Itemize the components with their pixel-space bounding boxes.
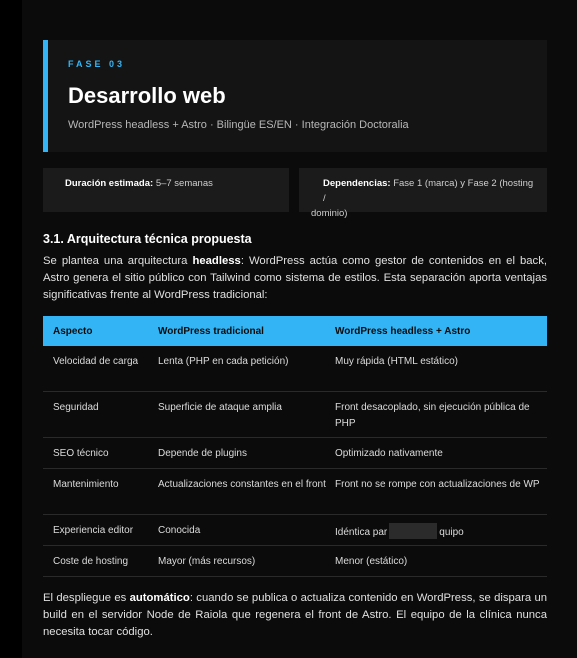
table-cell: Mayor (más recursos) — [158, 556, 256, 567]
phase-eyebrow: FASE 03 — [68, 59, 126, 69]
redaction-block — [389, 523, 437, 539]
comparison-table — [43, 316, 547, 577]
closing-text-1: El despliegue es — [43, 592, 130, 604]
table-cell: SEO técnico — [53, 448, 109, 459]
table-row — [43, 392, 547, 438]
table-cell — [326, 523, 547, 541]
header-wp-traditional: WordPress tradicional — [158, 325, 264, 337]
closing-paragraph — [43, 590, 547, 641]
table-cell: Mantenimiento — [53, 479, 119, 490]
table-cell: Depende de plugins — [158, 448, 247, 459]
table-row — [43, 438, 547, 469]
header-wp-headless: WordPress headless + Astro — [335, 325, 471, 337]
table-cell: Conocida — [158, 525, 201, 536]
duration-label: Duración estimada: — [65, 178, 154, 189]
dependencies-value: Fase 1 (marca) y Fase 2 (hosting / — [323, 178, 534, 204]
table-cell: Seguridad — [53, 402, 99, 413]
table-cell: Velocidad de carga — [53, 356, 139, 367]
cell-text-end: quipo — [439, 527, 464, 538]
phase-header-card — [43, 40, 547, 152]
table-cell: Experiencia editor — [53, 525, 134, 536]
table-header — [43, 316, 547, 346]
closing-text-2: : cuando se publica o actualiza contenido en WordPress, se dispara un build en el servidor Node de Raiola que regenera el front de Astro. El equipo de la clínica nunca necesita tocar código. — [43, 592, 548, 638]
table-cell: Lenta (PHP en cada petición) — [158, 356, 289, 367]
table-cell: Optimizado nativamente — [335, 448, 443, 459]
table-cell: Menor (estático) — [335, 556, 408, 567]
section-title: 3.1. Arquitectura técnica propuesta — [43, 232, 252, 246]
table-cell: Front desacoplado, sin ejecución pública de PHP — [335, 402, 530, 429]
table-cell: Superficie de ataque amplia — [158, 402, 282, 413]
table-row — [43, 515, 547, 546]
table-cell: Actualizaciones constantes en el front — [158, 479, 326, 490]
intro-text-1: Se plantea una arquitectura — [43, 255, 193, 267]
table-row — [43, 546, 547, 577]
intro-paragraph — [43, 253, 547, 304]
header-aspect: Aspecto — [53, 325, 93, 337]
phase-subtitle: WordPress headless + Astro · Bilingüe ES/EN · Integración Doctoralia — [68, 119, 409, 131]
document-page — [22, 0, 577, 658]
dependencies-box — [299, 168, 547, 219]
duration-value: 5–7 semanas — [155, 178, 213, 189]
phase-title: Desarrollo web — [68, 83, 226, 108]
table-row — [43, 469, 547, 515]
dependencies-label: Dependencias: — [323, 178, 391, 189]
table-cell: Coste de hosting — [53, 556, 129, 567]
table-row — [43, 346, 547, 392]
cell-text-start: Idéntica par — [335, 527, 388, 538]
intro-bold: headless — [192, 255, 241, 267]
closing-bold: automático — [129, 592, 190, 604]
duration-box — [43, 168, 289, 212]
dependencies-value-cont: dominio) — [311, 208, 348, 219]
intro-text-2: : WordPress actúa como gestor de contenidos en el back, Astro genera el sitio público con Tailwind como sistema de estilos. Esta separación aporta ventajas significativas frente al WordPress tradicional: — [43, 255, 547, 301]
table-cell: Front no se rompe con actualizaciones de WP — [335, 479, 540, 490]
table-cell: Muy rápida (HTML estático) — [335, 356, 458, 367]
